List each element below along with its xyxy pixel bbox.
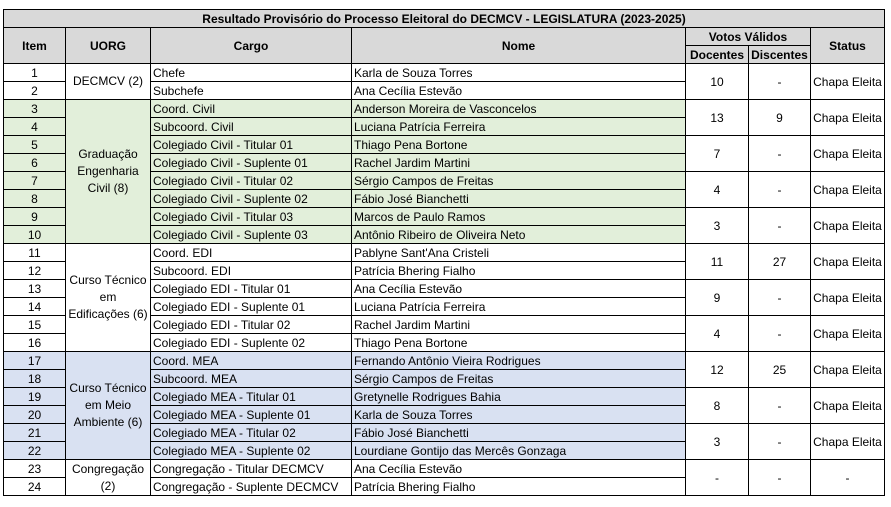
nome-cell: Karla de Souza Torres xyxy=(352,406,686,424)
item-cell: 17 xyxy=(4,352,66,370)
nome-cell: Ana Cecília Estevão xyxy=(352,280,686,298)
election-results-table xyxy=(3,9,885,496)
cargo-cell: Coord. EDI xyxy=(151,244,352,262)
nome-cell: Anderson Moreira de Vasconcelos xyxy=(352,100,686,118)
nome-cell: Rachel Jardim Martini xyxy=(352,154,686,172)
docentes-votes-cell: 9 xyxy=(686,280,749,316)
cargo-cell: Subchefe xyxy=(151,82,352,100)
cargo-cell: Colegiado MEA - Titular 02 xyxy=(151,424,352,442)
nome-cell: Patrícia Bhering Fialho xyxy=(352,262,686,280)
cargo-cell: Colegiado EDI - Suplente 02 xyxy=(151,334,352,352)
nome-cell: Luciana Patrícia Ferreira xyxy=(352,298,686,316)
nome-cell: Ana Cecília Estevão xyxy=(352,82,686,100)
discentes-votes-cell: 27 xyxy=(749,244,811,280)
cargo-cell: Colegiado Civil - Suplente 03 xyxy=(151,226,352,244)
nome-cell: Patrícia Bhering Fialho xyxy=(352,478,686,496)
cargo-cell: Colegiado MEA - Titular 01 xyxy=(151,388,352,406)
item-cell: 9 xyxy=(4,208,66,226)
status-cell: Chapa Eleita xyxy=(811,100,885,136)
nome-cell: Karla de Souza Torres xyxy=(352,64,686,82)
item-cell: 7 xyxy=(4,172,66,190)
table-row xyxy=(4,64,885,82)
discentes-votes-cell: - xyxy=(749,136,811,172)
header-row-1 xyxy=(4,28,885,46)
item-cell: 3 xyxy=(4,100,66,118)
header-discentes: Discentes xyxy=(749,46,811,64)
title-row xyxy=(4,10,885,28)
nome-cell: Ana Cecília Estevão xyxy=(352,460,686,478)
status-cell: Chapa Eleita xyxy=(811,208,885,244)
item-cell: 10 xyxy=(4,226,66,244)
uorg-cell: DECMCV (2) xyxy=(66,64,151,100)
docentes-votes-cell: - xyxy=(686,460,749,496)
cargo-cell: Colegiado Civil - Titular 02 xyxy=(151,172,352,190)
item-cell: 15 xyxy=(4,316,66,334)
discentes-votes-cell: 9 xyxy=(749,100,811,136)
status-cell: Chapa Eleita xyxy=(811,352,885,388)
discentes-votes-cell: - xyxy=(749,388,811,424)
item-cell: 4 xyxy=(4,118,66,136)
table-body xyxy=(4,64,885,496)
item-cell: 8 xyxy=(4,190,66,208)
item-cell: 6 xyxy=(4,154,66,172)
docentes-votes-cell: 10 xyxy=(686,64,749,100)
status-cell: Chapa Eleita xyxy=(811,136,885,172)
docentes-votes-cell: 11 xyxy=(686,244,749,280)
table-row xyxy=(4,100,885,118)
docentes-votes-cell: 4 xyxy=(686,316,749,352)
discentes-votes-cell: - xyxy=(749,208,811,244)
item-cell: 14 xyxy=(4,298,66,316)
discentes-votes-cell: - xyxy=(749,316,811,352)
status-cell: Chapa Eleita xyxy=(811,64,885,100)
docentes-votes-cell: 12 xyxy=(686,352,749,388)
status-cell: Chapa Eleita xyxy=(811,172,885,208)
cargo-cell: Subcoord. MEA xyxy=(151,370,352,388)
table-row xyxy=(4,244,885,262)
table-row xyxy=(4,352,885,370)
item-cell: 5 xyxy=(4,136,66,154)
nome-cell: Antônio Ribeiro de Oliveira Neto xyxy=(352,226,686,244)
status-cell: Chapa Eleita xyxy=(811,316,885,352)
status-cell: Chapa Eleita xyxy=(811,244,885,280)
docentes-votes-cell: 13 xyxy=(686,100,749,136)
nome-cell: Gretynelle Rodrigues Bahia xyxy=(352,388,686,406)
item-cell: 24 xyxy=(4,478,66,496)
header-item: Item xyxy=(4,28,66,64)
item-cell: 16 xyxy=(4,334,66,352)
cargo-cell: Coord. MEA xyxy=(151,352,352,370)
cargo-cell: Subcoord. EDI xyxy=(151,262,352,280)
item-cell: 19 xyxy=(4,388,66,406)
nome-cell: Luciana Patrícia Ferreira xyxy=(352,118,686,136)
header-nome: Nome xyxy=(352,28,686,64)
uorg-cell: Congregação (2) xyxy=(66,460,151,496)
nome-cell: Thiago Pena Bortone xyxy=(352,136,686,154)
cargo-cell: Colegiado EDI - Titular 02 xyxy=(151,316,352,334)
nome-cell: Thiago Pena Bortone xyxy=(352,334,686,352)
header-docentes: Docentes xyxy=(686,46,749,64)
item-cell: 11 xyxy=(4,244,66,262)
header-cargo: Cargo xyxy=(151,28,352,64)
discentes-votes-cell: - xyxy=(749,460,811,496)
docentes-votes-cell: 7 xyxy=(686,136,749,172)
nome-cell: Lourdiane Gontijo das Mercês Gonzaga xyxy=(352,442,686,460)
status-cell: Chapa Eleita xyxy=(811,388,885,424)
item-cell: 21 xyxy=(4,424,66,442)
discentes-votes-cell: 25 xyxy=(749,352,811,388)
item-cell: 20 xyxy=(4,406,66,424)
cargo-cell: Congregação - Suplente DECMCV xyxy=(151,478,352,496)
header-votos-validos: Votos Válidos xyxy=(686,28,811,46)
docentes-votes-cell: 4 xyxy=(686,172,749,208)
cargo-cell: Colegiado MEA - Suplente 01 xyxy=(151,406,352,424)
discentes-votes-cell: - xyxy=(749,64,811,100)
docentes-votes-cell: 3 xyxy=(686,208,749,244)
cargo-cell: Chefe xyxy=(151,64,352,82)
cargo-cell: Coord. Civil xyxy=(151,100,352,118)
header-status: Status xyxy=(811,28,885,64)
uorg-cell: Curso Técnico em Edificações (6) xyxy=(66,244,151,352)
cargo-cell: Colegiado EDI - Suplente 01 xyxy=(151,298,352,316)
cargo-cell: Colegiado Civil - Titular 01 xyxy=(151,136,352,154)
table-title: Resultado Provisório do Processo Eleitoral do DECMCV - LEGISLATURA (2023-2025) xyxy=(4,10,885,28)
header-uorg: UORG xyxy=(66,28,151,64)
cargo-cell: Colegiado MEA - Suplente 02 xyxy=(151,442,352,460)
uorg-cell: Graduação Engenharia Civil (8) xyxy=(66,100,151,244)
discentes-votes-cell: - xyxy=(749,172,811,208)
item-cell: 23 xyxy=(4,460,66,478)
status-cell: Chapa Eleita xyxy=(811,424,885,460)
docentes-votes-cell: 3 xyxy=(686,424,749,460)
item-cell: 18 xyxy=(4,370,66,388)
discentes-votes-cell: - xyxy=(749,424,811,460)
nome-cell: Fernando Antônio Vieira Rodrigues xyxy=(352,352,686,370)
nome-cell: Pablyne Sant'Ana Cristeli xyxy=(352,244,686,262)
cargo-cell: Subcoord. Civil xyxy=(151,118,352,136)
results-table-container xyxy=(3,9,885,496)
cargo-cell: Congregação - Titular DECMCV xyxy=(151,460,352,478)
discentes-votes-cell: - xyxy=(749,280,811,316)
item-cell: 12 xyxy=(4,262,66,280)
docentes-votes-cell: 8 xyxy=(686,388,749,424)
nome-cell: Sérgio Campos de Freitas xyxy=(352,172,686,190)
item-cell: 22 xyxy=(4,442,66,460)
nome-cell: Fábio José Bianchetti xyxy=(352,190,686,208)
nome-cell: Fábio José Bianchetti xyxy=(352,424,686,442)
item-cell: 13 xyxy=(4,280,66,298)
item-cell: 2 xyxy=(4,82,66,100)
nome-cell: Marcos de Paulo Ramos xyxy=(352,208,686,226)
status-cell: Chapa Eleita xyxy=(811,280,885,316)
item-cell: 1 xyxy=(4,64,66,82)
uorg-cell: Curso Técnico em Meio Ambiente (6) xyxy=(66,352,151,460)
cargo-cell: Colegiado EDI - Titular 01 xyxy=(151,280,352,298)
cargo-cell: Colegiado Civil - Suplente 02 xyxy=(151,190,352,208)
cargo-cell: Colegiado Civil - Titular 03 xyxy=(151,208,352,226)
cargo-cell: Colegiado Civil - Suplente 01 xyxy=(151,154,352,172)
table-row xyxy=(4,460,885,478)
status-cell: - xyxy=(811,460,885,496)
nome-cell: Rachel Jardim Martini xyxy=(352,316,686,334)
nome-cell: Sérgio Campos de Freitas xyxy=(352,370,686,388)
